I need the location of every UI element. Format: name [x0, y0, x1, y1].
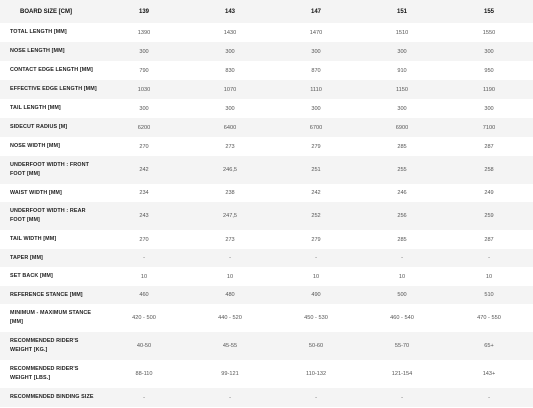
table-row [0, 286, 533, 304]
table-cell: 460 [139, 292, 149, 298]
table-cell: 45-55 [222, 343, 238, 349]
table-cell: 270 [139, 236, 149, 243]
row-label: SET BACK [MM] [10, 273, 53, 279]
row-label: RECOMMENDED RIDER'S WEIGHT [LBS.] [10, 366, 79, 381]
table-row [0, 23, 533, 42]
table-cell: 480 [225, 292, 235, 298]
table-cell: 143+ [482, 371, 496, 377]
row-label: RECOMMENDED RIDER'S WEIGHT [KG.] [10, 338, 79, 353]
table-cell: 10 [398, 273, 406, 280]
table-cell: 1390 [137, 29, 151, 36]
row-label: TOTAL LENGTH [MM] [10, 29, 67, 35]
table-cell: 285 [397, 236, 407, 243]
table-cell: 88-110 [135, 371, 153, 377]
header-size-151: 151 [359, 0, 445, 23]
table-cell: 110-132 [305, 371, 327, 377]
header-size-155: 155 [445, 0, 533, 23]
table-cell: 300 [397, 105, 407, 112]
row-label: MINIMUM - MAXIMUM STANCE [MM] [10, 310, 92, 325]
table-cell: 1150 [395, 86, 409, 93]
table-row [0, 332, 533, 360]
table-cell: 10 [485, 273, 493, 280]
table-cell: 40-50 [136, 343, 152, 349]
table-cell: 65+ [484, 343, 494, 349]
table-cell: 470 - 550 [477, 315, 501, 321]
table-row [0, 80, 533, 99]
table-cell: 242 [311, 190, 321, 196]
table-cell: 238 [225, 190, 235, 196]
table-row [0, 230, 533, 249]
table-cell: 1190 [482, 86, 496, 93]
table-cell: 234 [139, 190, 149, 196]
table-cell: 243 [139, 213, 149, 219]
table-cell: 500 [397, 292, 407, 298]
table-cell: 246,5 [223, 167, 237, 173]
table-row [0, 249, 533, 267]
header-row [0, 0, 533, 23]
table-row [0, 184, 533, 202]
table-cell: - [229, 255, 231, 261]
header-size-147: 147 [273, 0, 359, 23]
table-cell: 6200 [137, 124, 151, 131]
table-cell: 1110 [310, 86, 322, 93]
table-row [0, 99, 533, 118]
table-cell: - [401, 255, 403, 261]
table-cell: - [315, 255, 317, 261]
table-row [0, 202, 533, 230]
table-cell: - [401, 394, 403, 401]
row-label: REFERENCE STANCE [MM] [10, 291, 83, 298]
table-cell: 830 [225, 67, 235, 74]
header-size-143: 143 [187, 0, 273, 23]
row-label: TAIL LENGTH [MM] [10, 105, 61, 111]
table-cell: 460 - 540 [390, 315, 414, 321]
table-cell: 510 [484, 292, 494, 298]
table-row [0, 267, 533, 286]
table-row [0, 304, 533, 332]
table-cell: - [315, 394, 317, 401]
table-cell: 121-154 [391, 371, 413, 377]
table-cell: 300 [397, 48, 407, 55]
table-row [0, 42, 533, 61]
table-cell: - [488, 255, 490, 261]
table-cell: 10 [140, 273, 148, 280]
row-label: RECOMMENDED BINDING SIZE [10, 394, 94, 400]
table-cell: 1070 [223, 86, 237, 93]
table-cell: 287 [484, 143, 494, 150]
table-cell: 247,5 [223, 213, 237, 219]
row-label: CONTACT EDGE LENGTH [MM] [10, 67, 93, 73]
table-cell: - [229, 394, 231, 401]
row-label: WAIST WIDTH [MM] [10, 189, 62, 196]
table-cell: 255 [397, 167, 407, 173]
table-cell: 50-60 [308, 343, 324, 349]
row-label: TAPER [MM] [10, 254, 43, 261]
table-cell: 270 [139, 143, 149, 150]
row-label: UNDERFOOT WIDTH : REAR FOOT [MM] [10, 208, 86, 223]
table-cell: 440 - 520 [218, 315, 242, 321]
table-cell: - [143, 394, 145, 401]
table-cell: 7100 [482, 124, 496, 131]
table-cell: 300 [139, 48, 149, 55]
table-cell: 300 [484, 48, 494, 55]
row-label: SIDECUT RADIUS [M] [10, 124, 68, 130]
table-cell: 420 - 500 [132, 315, 156, 321]
table-row [0, 388, 533, 407]
table-cell: 1550 [482, 29, 496, 36]
table-cell: 6900 [395, 124, 409, 131]
table-cell: 258 [484, 167, 494, 173]
table-cell: 256 [397, 213, 407, 219]
table-cell: 490 [311, 292, 321, 298]
table-cell: 287 [484, 236, 494, 243]
table-cell: 1470 [309, 29, 323, 36]
table-cell: 273 [225, 143, 235, 150]
table-row [0, 137, 533, 156]
table-row [0, 360, 533, 388]
table-cell: 300 [225, 105, 235, 112]
table-cell: 55-70 [394, 343, 410, 349]
table-cell: 1510 [395, 29, 409, 36]
table-row [0, 118, 533, 137]
table-cell: 300 [225, 48, 235, 55]
table-cell: 279 [311, 143, 321, 150]
table-cell: 300 [311, 48, 321, 55]
row-label: NOSE LENGTH [MM] [10, 48, 65, 54]
table-cell: 285 [397, 143, 407, 150]
row-label: TAIL WIDTH [MM] [10, 236, 57, 242]
row-label: UNDERFOOT WIDTH : FRONT FOOT [MM] [10, 162, 89, 177]
table-cell: 450 - 530 [304, 315, 328, 321]
table-cell: 246 [397, 190, 407, 196]
table-row [0, 61, 533, 80]
table-cell: 273 [225, 236, 235, 243]
table-row [0, 156, 533, 184]
row-label: NOSE WIDTH [MM] [10, 143, 61, 149]
table-cell: 259 [484, 213, 494, 219]
table-cell: 249 [484, 190, 494, 196]
table-cell: 1430 [223, 29, 237, 36]
table-cell: 242 [139, 167, 149, 173]
table-cell: 251 [311, 167, 321, 173]
table-cell: 6400 [223, 124, 237, 131]
table-cell: 1030 [137, 86, 151, 93]
table-cell: 950 [484, 67, 494, 74]
table-cell: 252 [311, 213, 321, 219]
table-cell: - [143, 255, 145, 261]
table-cell: 279 [311, 236, 321, 243]
table-cell: 10 [312, 273, 320, 280]
table-cell: 790 [139, 67, 149, 74]
table-cell: 870 [311, 67, 321, 74]
table-cell: 99-121 [221, 371, 239, 377]
table-cell: 6700 [309, 124, 323, 131]
row-label: EFFECTIVE EDGE LENGTH [MM] [10, 86, 97, 92]
table-cell: 300 [139, 105, 149, 112]
header-size-139: 139 [101, 0, 187, 23]
table-cell: - [488, 394, 490, 401]
table-cell: 300 [311, 105, 321, 112]
table-cell: 910 [397, 67, 407, 74]
table-cell: 10 [226, 273, 234, 280]
header-board-size: BOARD SIZE [CM] [0, 0, 101, 23]
table-cell: 300 [484, 105, 494, 112]
